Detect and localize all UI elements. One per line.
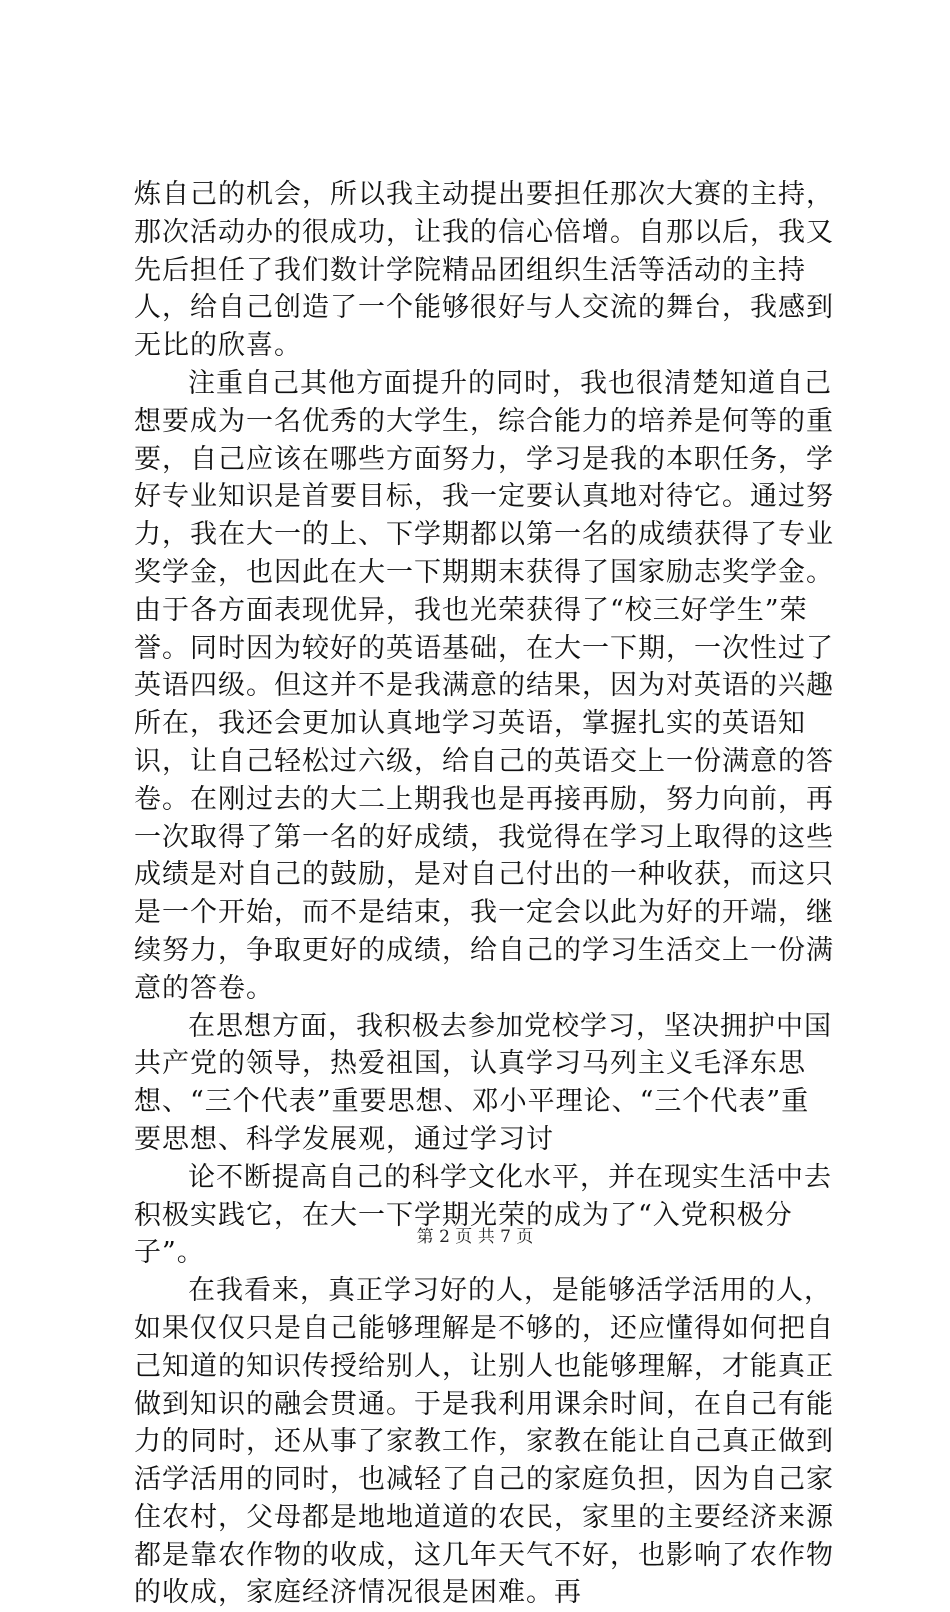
paragraph-5: 在我看来，真正学习好的人，是能够活学活用的人，如果仅仅只是自己能够理解是不够的，还应懂得如何把自己知道的知识传授给别人，让别人也能够理解，才能真正做到知识的融会贯通。于是我利用课余时间，在自己有能力的同时，还从事了家教工作，家教在能让自己真正做到活学活用的同时，也减轻了自己的家庭负担，因为自己家住农村，父母都是地地道道的农民，家里的主要经济来源都是靠农作物的收成，这几年天气不好，也影响了农作物的收成，家庭经济情况很是困难。再	[134, 1275, 834, 1609]
paragraph-3: 在思想方面，我积极去参加党校学习，坚决拥护中国共产党的领导，热爱祖国，认真学习马列主义毛泽东思想、“三个代表”重要思想、邓小平理论、“三个代表”重要思想、科学发展观，通过学习讨	[134, 1010, 832, 1155]
paragraph-2: 注重自己其他方面提升的同时，我也很清楚知道自己想要成为一名优秀的大学生，综合能力的培养是何等的重要，自己应该在哪些方面努力，学习是我的本职任务，学好专业知识是首要目标，我一定要认真地对待它。通过努力，我在大一的上、下学期都以第一名的成绩获得了专业奖学金，也因此在大一下期期末获得了国家励志奖学金。由于各方面表现优异，我也光荣获得了“校三好学生”荣誉。同时因为较好的英语基础，在大一下期，一次性过了英语四级。但这并不是我满意的结果，因为对英语的兴趣所在，我还会更加认真地学习英语，掌握扎实的英语知识，让自己轻松过六级，给自己的英语交上一份满意的答卷。在刚过去的大二上期我也是再接再励，努力向前，再一次取得了第一名的好成绩，我觉得在学习上取得的这些成绩是对自己的鼓励，是对自己付出的一种收获，而这只是一个开始，而不是结束，我一定会以此为好的开端，继续努力，争取更好的成绩，给自己的学习生活交上一份满意的答卷。	[134, 367, 834, 1004]
paragraph-4: 论不断提高自己的科学文化水平，并在现实生活中去积极实践它，在大一下学期光荣的成为了“入党积极分子”。	[134, 1161, 832, 1269]
body-text	[134, 176, 834, 1612]
page-footer: 第 2 页 共 7 页	[416, 1227, 534, 1247]
paragraph-1: 炼自己的机会，所以我主动提出要担任那次大赛的主持，那次活动办的很成功，让我的信心倍增。自那以后，我又先后担任了我们数计学院精品团组织生活等活动的主持人，给自己创造了一个能够很好与人交流的舞台，我感到无比的欣喜。	[134, 179, 834, 362]
